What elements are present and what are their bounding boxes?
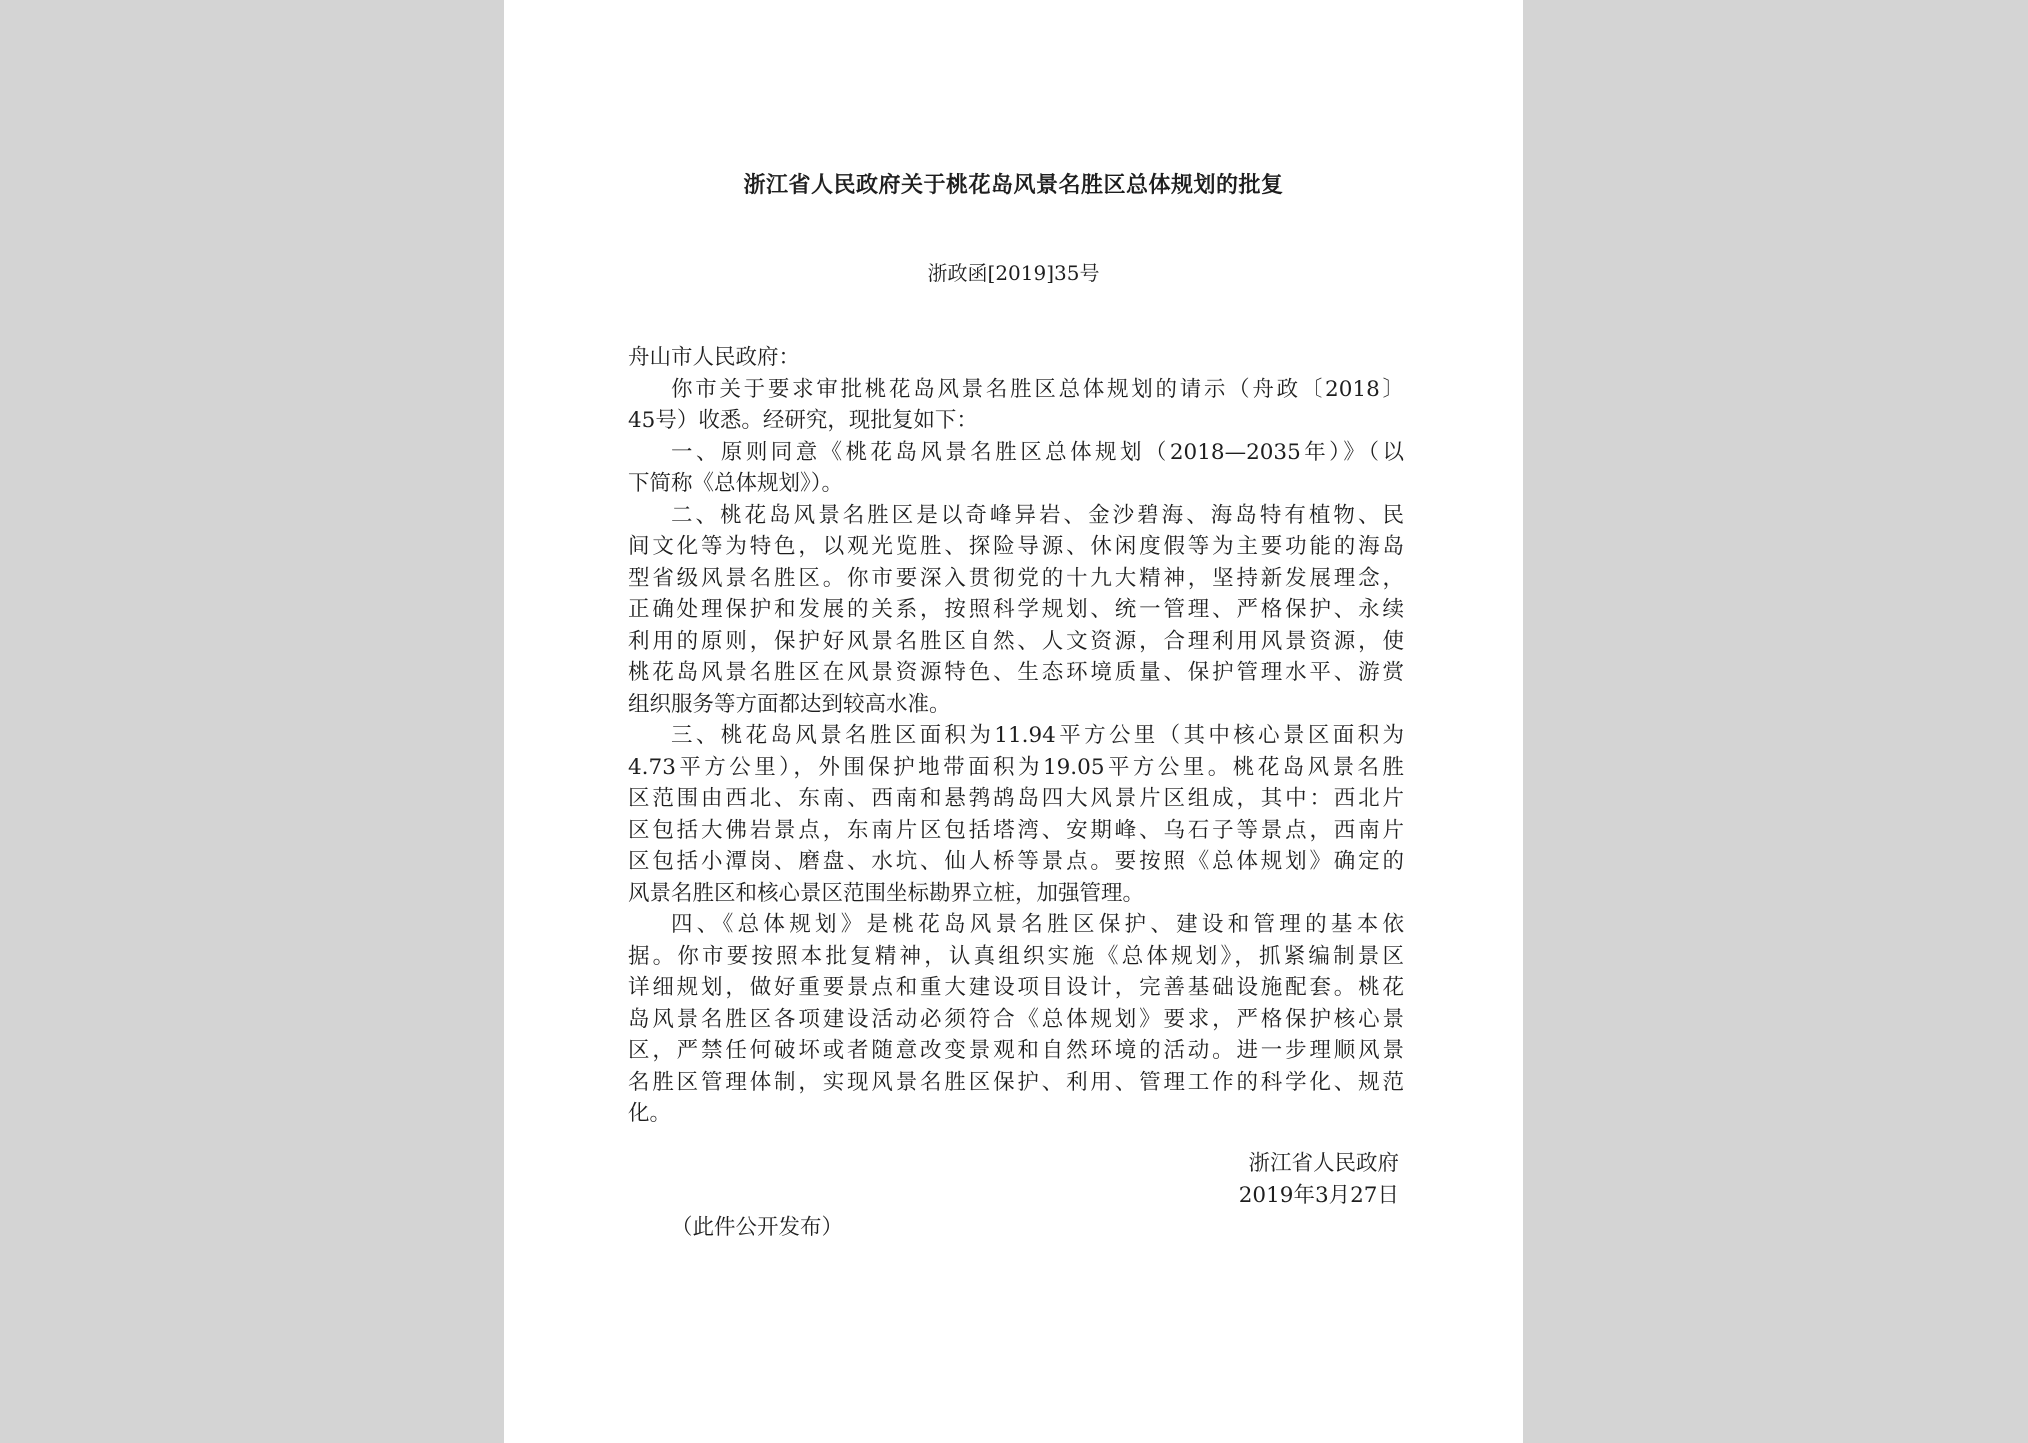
paragraph-line: 三、桃花岛风景名胜区面积为11.94平方公里（其中核心景区面积为 (671, 723, 1404, 748)
paragraph-line: 一、原则同意《桃花岛风景名胜区总体规划（2018—2035年）》（以 (671, 439, 1404, 465)
paragraph-line: 据。你市要按照本批复精神，认真组织实施《总体规划》，抓紧编制景区 (628, 943, 1404, 969)
signature-block (1239, 1148, 1399, 1211)
paragraph-line: 化。 (628, 1101, 672, 1126)
paragraph-line: 4.73平方公里），外围保护地带面积为19.05平方公里。桃花岛风景名胜 (628, 754, 1404, 780)
paragraph-line: 区范围由西北、东南、西南和悬鹁鸪岛四大风景片区组成，其中：西北片 (628, 786, 1404, 811)
paragraph-line: 间文化等为特色，以观光览胜、探险导源、休闲度假等为主要功能的海岛 (628, 534, 1404, 559)
paragraph-line: 名胜区管理体制，实现风景名胜区保护、利用、管理工作的科学化、规范 (628, 1069, 1404, 1095)
issuer-name: 浙江省人民政府 (1248, 1151, 1399, 1176)
paragraph-line: 你市关于要求审批桃花岛风景名胜区总体规划的请示（舟政〔2018〕 (671, 376, 1404, 402)
paragraph-line: 正确处理保护和发展的关系，按照科学规划、统一管理、严格保护、永续 (628, 597, 1404, 622)
paragraph-line: 桃花岛风景名胜区在风景资源特色、生态环境质量、保护管理水平、游赏 (628, 660, 1404, 685)
document-title: 浙江省人民政府关于桃花岛风景名胜区总体规划的批复 (743, 172, 1284, 198)
paragraph-line: 二、桃花岛风景名胜区是以奇峰异岩、金沙碧海、海岛特有植物、民 (671, 502, 1404, 528)
document-body (628, 342, 1404, 1130)
paragraph-line: 区包括大佛岩景点，东南片区包括塔湾、安期峰、乌石子等景点，西南片 (628, 817, 1404, 843)
salutation: 舟山市人民政府： (628, 345, 801, 370)
paragraph-line: 利用的原则，保护好风景名胜区自然、人文资源，合理利用风景资源，使 (628, 628, 1404, 654)
paragraph-line: 45号）收悉。经研究，现批复如下： (628, 408, 978, 433)
paragraph-line: 岛风景名胜区各项建设活动必须符合《总体规划》要求，严格保护核心景 (628, 1006, 1404, 1032)
publication-note: （此件公开发布） (671, 1215, 844, 1240)
paragraph-line: 详细规划，做好重要景点和重大建设项目设计，完善基础设施配套。桃花 (628, 975, 1404, 1000)
paragraph-line: 风景名胜区和核心景区范围坐标勘界立桩，加强管理。 (628, 880, 1145, 906)
paragraph-line: 下简称《总体规划》）。 (628, 471, 844, 496)
document-page (504, 0, 1523, 1443)
paragraph-line: 区，严禁任何破坏或者随意改变景观和自然环境的活动。进一步理顺风景 (628, 1038, 1404, 1063)
paragraph-line: 型省级风景名胜区。你市要深入贯彻党的十九大精神，坚持新发展理念， (628, 565, 1404, 591)
paragraph-line: 组织服务等方面都达到较高水准。 (628, 691, 951, 717)
paragraph-line: 区包括小潭岗、磨盘、水坑、仙人桥等景点。要按照《总体规划》确定的 (628, 849, 1404, 874)
paragraph-line: 四、《总体规划》是桃花岛风景名胜区保护、建设和管理的基本依 (671, 912, 1404, 937)
document-number: 浙政函[2019]35号 (927, 261, 1100, 285)
issue-date: 2019年3月27日 (1238, 1182, 1399, 1208)
